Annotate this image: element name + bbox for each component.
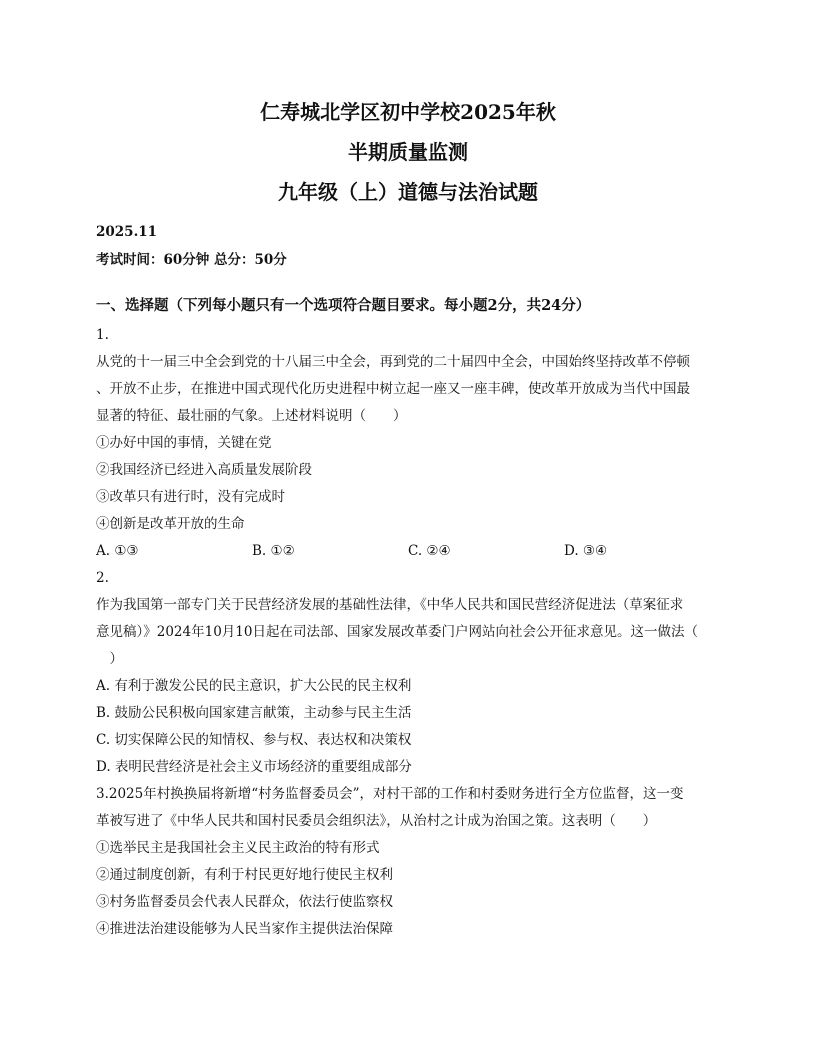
option-d: D. ③④ [564,543,608,559]
question-stem-line: 从党的十一届三中全会到党的十八届三中全会，再到党的二十届四中全会，中国始终坚持改革不停顿 [96,354,690,370]
question-3 [96,781,720,943]
subject-title: 九年级（上）道德与法治试题 [278,180,538,204]
question-stem-line: 作为我国第一部专门关于民营经济发展的基础性法律，《中华人民共和国民营经济促进法（草案征求 [96,597,684,613]
question-number: 2. [96,570,109,586]
question-number: 1. [96,327,109,343]
answer-options [96,538,720,565]
option-a: A. 有利于激发公民的民主意识，扩大公民的民主权利 [96,678,412,694]
statement-item: ①办好中国的事情，关键在党 [96,435,272,451]
statement-item: ③改革只有进行时，没有完成时 [96,489,285,505]
option-d: D. 表明民营经济是社会主义市场经济的重要组成部分 [96,759,412,775]
exam-time-score: 考试时间：60分钟 总分：50分 [96,252,287,268]
option-a: A. ①③ [96,543,139,559]
question-stem-line: 3.2025年村换换届将新增“村务监督委员会”，对村干部的工作和村委财务进行全方位监督，这一变 [96,786,684,802]
statement-item: ①选举民主是我国社会主义民主政治的特有形式 [96,840,380,856]
option-b: B. 鼓励公民积极向国家建言献策，主动参与民主生活 [96,705,412,721]
question-stem-line: 显著的特征、最壮丽的气象。上述材料说明（ ） [96,408,407,424]
question-stem-line: 意见稿）》2024年10月10日起在司法部、国家发展改革委门户网站向社会公开征求意见。这一做法（ [96,624,698,640]
option-c: C. 切实保障公民的知情权、参与权、表达权和决策权 [96,732,412,748]
question-stem-line: 革被写进了《中华人民共和国村民委员会组织法》，从治村之计成为治国之策。这表明（ ） [96,813,657,829]
question-stem-line: 、开放不止步，在推进中国式现代化历史进程中树立起一座又一座丰碑，使改革开放成为当代中国最 [96,381,690,397]
school-title: 仁寿城北学区初中学校2025年秋 [260,100,556,124]
option-b: B. ①② [252,543,295,559]
question-stem-line: ） [96,651,123,667]
question-2 [96,565,720,781]
exam-name: 半期质量监测 [348,140,468,164]
exam-meta [96,218,287,274]
exam-titles [0,92,816,212]
section-heading: 一、选择题（下列每小题只有一个选项符合题目要求。每小题2分，共24分） [96,297,591,314]
statement-item: ④创新是改革开放的生命 [96,516,245,532]
option-c: C. ②④ [408,543,451,559]
exam-content [96,290,720,943]
exam-date: 2025.11 [96,224,158,240]
statement-item: ②我国经济已经进入高质量发展阶段 [96,462,312,478]
statement-item: ④推进法治建设能够为人民当家作主提供法治保障 [96,921,393,937]
question-1 [96,322,720,565]
statement-item: ②通过制度创新，有利于村民更好地行使民主权利 [96,867,393,883]
statement-item: ③村务监督委员会代表人民群众，依法行使监察权 [96,894,393,910]
